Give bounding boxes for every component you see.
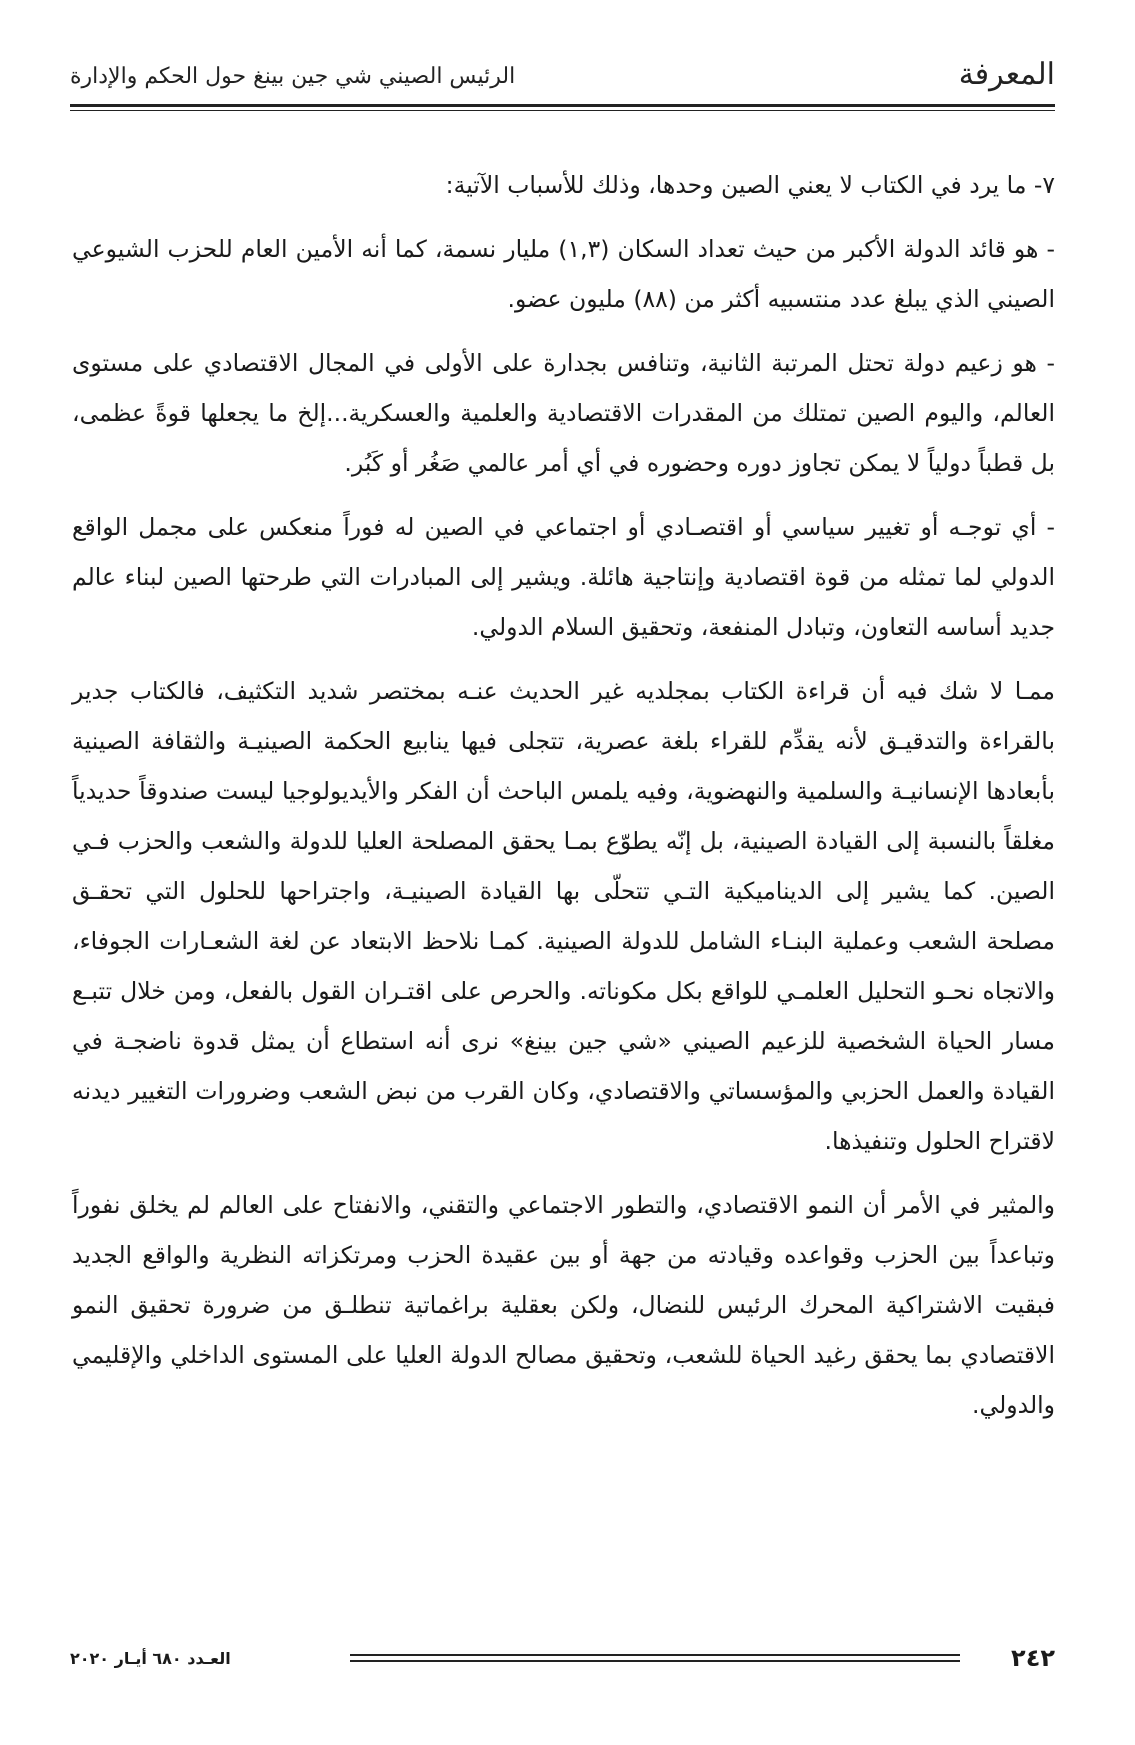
paragraph-3: - هو زعيم دولة تحتل المرتبة الثانية، وتنافس بجدارة على الأولى في المجال الاقتصادي على مستوى العالم، واليوم الصين تمتلك من المقدرات الاقتصادية والعلمية والعسكرية...إلخ ما يجعلها قوةً عظمى، بل قطباً دولياً لا يمكن تجاوز دوره وحضوره في أي أمر عالمي صَغُر أو كَبُر. [72, 349, 1055, 477]
paragraph-4: - أي توجـه أو تغيير سياسي أو اقتصـادي أو اجتماعي في الصين له فوراً منعكس على مجمل الواقع الدولي لما تمثله من قوة اقتصادية وإنتاجية هائلة. ويشير إلى المبادرات التي طرحتها الصين لبناء عالم جديد أساسه التعاون، وتبادل المنفعة، وتحقيق السلام الدولي. [72, 513, 1055, 641]
paragraph-6: والمثير في الأمر أن النمو الاقتصادي، والتطور الاجتماعي والتقني، والانفتاح على العالم لم يخلق نفوراً وتباعداً بين الحزب وقواعده وقيادته من جهة أو بين عقيدة الحزب ومرتكزاته النظرية والواقع الجديد فبقيت الاشتراكية المحرك الرئيس للنضال، ولكن بعقلية براغماتية تنطلـق من ضرورة تحقيق النمو الاقتصادي بما يحقق رغيد الحياة للشعب، وتحقيق مصالح الدولة العليا على المستوى الداخلي والإقليمي والدولي. [72, 1191, 1055, 1419]
footer-rule [350, 1654, 960, 1656]
issue-info: العـدد ٦٨٠ أيـار ٢٠٢٠ [70, 1649, 231, 1668]
journal-logo: المعرفة [958, 57, 1055, 92]
running-title: الرئيس الصيني شي جين بينغ حول الحكم والإدارة [70, 64, 516, 89]
header-rule-thin [70, 110, 1055, 111]
paragraph-2: - هو قائد الدولة الأكبر من حيث تعداد السكان (١,٣) مليار نسمة، كما أنه الأمين العام للحزب الشيوعي الصيني الذي يبلغ عدد منتسبيه أكثر من (٨٨) مليون عضو. [72, 235, 1055, 313]
paragraph-1: ٧- ما يرد في الكتاب لا يعني الصين وحدها، وذلك للأسباب الآتية: [445, 171, 1055, 199]
article-body [72, 160, 1055, 1444]
page-header [70, 55, 1055, 105]
footer-rule-2 [350, 1660, 960, 1662]
page-number: ٢٤٢ [1011, 1644, 1055, 1672]
header-rule [70, 104, 1055, 107]
paragraph-5: ممـا لا شك فيه أن قراءة الكتاب بمجلديه غير الحديث عنـه بمختصر شديد التكثيف، فالكتاب جدير بالقراءة والتدقيـق لأنه يقدِّم للقراء بلغة عصرية، تتجلى فيها ينابيع الحكمة الصينيـة والثقافة الصينية بأبعادها الإنسانيـة والسلمية والنهضوية، وفيه يلمس الباحث أن الفكر والأيديولوجيا ليست صندوقاً حديدياً مغلقاً بالنسبة إلى القيادة الصينية، بل إنّه يطوّع بمـا يحقق المصلحة العليا للدولة والشعب والحزب فـي الصين. كما يشير إلى الديناميكية التـي تتحلّى بها القيادة الصينيـة، واجتراحها للحلول التي تحقـق مصلحة الشعب وعملية البنـاء الشامل للدولة الصينية. كمـا نلاحظ الابتعاد عن لغة الشعـارات الجوفاء، والاتجاه نحـو التحليل العلمـي للواقع بكل مكوناته. والحرص على اقتـران القول بالفعل، ومن خلال تتبـع مسار الحياة الشخصية للزعيم الصيني «شي جين بينغ» نرى أنه استطاع أن يمثل قدوة ناضجـة في القيادة والعمل الحزبي والمؤسساتي والاقتصادي، وكان القرب من نبض الشعب وضرورات التغيير ديدنه لاقتراح الحلول وتنفيذها. [72, 677, 1055, 1155]
